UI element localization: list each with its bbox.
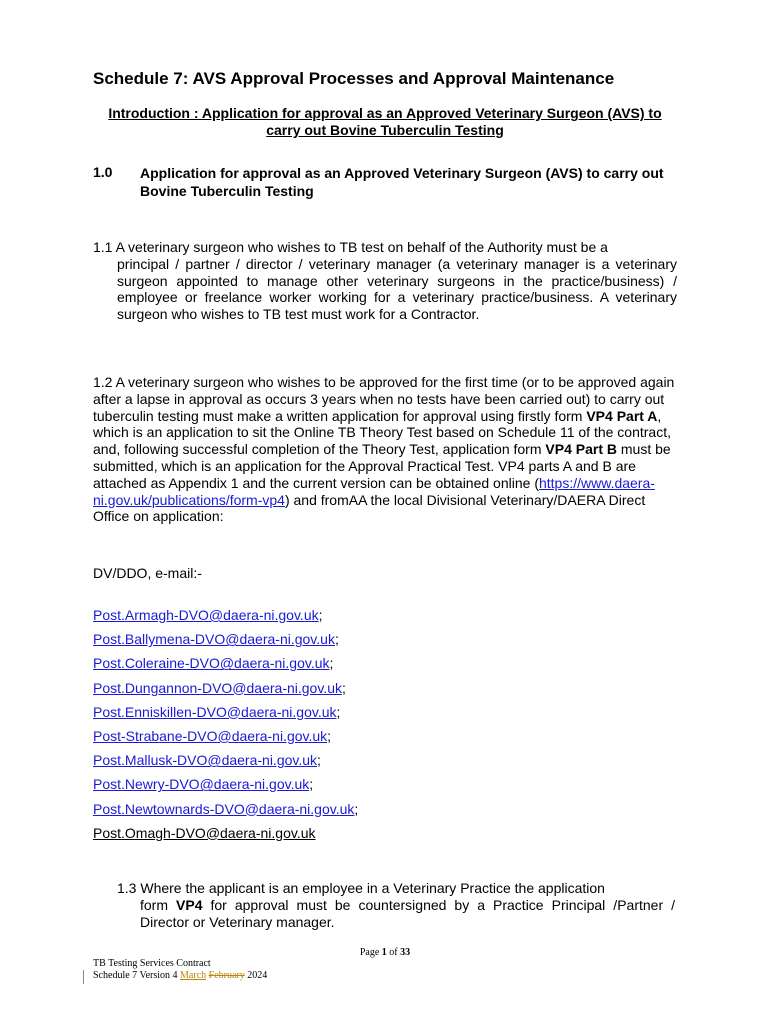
page-of: of bbox=[386, 947, 401, 958]
dvddo-email-label: DV/DDO, e-mail:- bbox=[93, 565, 202, 581]
email-separator: ; bbox=[334, 631, 339, 648]
paragraph-1-1-first-line: 1.1 A veterinary surgeon who wishes to TB test on behalf of the Authority must be a bbox=[93, 239, 608, 255]
page-current: 1 bbox=[381, 947, 387, 958]
email-link-ballymena[interactable]: Post.Ballymena-DVO@daera-ni.gov.uk bbox=[93, 631, 335, 648]
form-vp4-link[interactable]: https://www.daera-ni.gov.uk/publications/form-vp4 bbox=[93, 474, 655, 508]
tracked-deletion: February bbox=[208, 970, 245, 981]
document-title: Schedule 7: AVS Approval Processes and Approval Maintenance bbox=[93, 69, 615, 88]
paragraph-1-1-body: principal / partner / director / veterinary manager (a veterinary manager is a veterinary surgeon appointed to manage other veterinary surgeons in the practice/business) / employee or freelance worker working for a veterinary practice/business. A veterinary surgeon who wishes to TB test must work for a Contractor. bbox=[117, 255, 677, 323]
email-link-dungannon[interactable]: Post.Dungannon-DVO@daera-ni.gov.uk bbox=[93, 679, 342, 696]
list-item bbox=[93, 727, 358, 751]
paragraph-1-2 bbox=[93, 374, 683, 525]
list-item bbox=[93, 630, 358, 654]
page-number bbox=[0, 947, 770, 958]
list-item bbox=[93, 654, 358, 678]
email-link-newtownards[interactable]: Post.Newtownards-DVO@daera-ni.gov.uk bbox=[93, 800, 355, 817]
email-link-enniskillen[interactable]: Post.Enniskillen-DVO@daera-ni.gov.uk bbox=[93, 703, 337, 720]
paragraph-1-1 bbox=[93, 239, 677, 323]
list-item bbox=[93, 800, 358, 824]
list-item bbox=[93, 751, 358, 775]
tracked-insertion: March bbox=[180, 970, 207, 981]
footer-contract: TB Testing Services Contract bbox=[93, 958, 211, 969]
email-separator: ; bbox=[329, 655, 334, 672]
list-item bbox=[93, 775, 358, 799]
email-separator: ; bbox=[309, 776, 314, 793]
footer-version bbox=[93, 970, 267, 982]
paragraph-1-3-body bbox=[117, 897, 675, 931]
page-total: 33 bbox=[400, 947, 411, 958]
email-link-coleraine[interactable]: Post.Coleraine-DVO@daera-ni.gov.uk bbox=[93, 655, 330, 672]
footer-year: 2024 bbox=[244, 970, 268, 981]
email-separator: ; bbox=[336, 703, 341, 720]
paragraph-1-3 bbox=[117, 880, 675, 930]
paragraph-1-3-first-line: 1.3 Where the applicant is an employee in a Veterinary Practice the application bbox=[117, 880, 605, 896]
paragraph-1-3-text-c: for approval must be countersigned by a Practice Principal /Partner / Director or Veterinary manager. bbox=[140, 896, 675, 930]
section-number: 1.0 bbox=[93, 164, 113, 180]
paragraph-1-2-text-2: , which is an application to sit the Online TB Theory Test based on Schedule 11 of the contract, and, following successful completion of the Theory Test, application form bbox=[93, 407, 671, 458]
email-link-omagh[interactable]: Post.Omagh-DVO@daera-ni.gov.uk bbox=[93, 824, 316, 841]
form-vp4: VP4 bbox=[176, 896, 203, 913]
paragraph-1-2-text-1: 1.2 A veterinary surgeon who wishes to be approved for the first time (or to be approved again after a lapse in approval as occurs 3 years when no tests have been carried out) to carry out tuberculin testing must make a written application for approval using firstly form bbox=[93, 374, 675, 424]
list-item bbox=[93, 679, 358, 703]
footer-info bbox=[93, 958, 267, 982]
email-separator: ; bbox=[318, 607, 323, 623]
list-item bbox=[93, 606, 358, 630]
email-separator: ; bbox=[354, 800, 359, 817]
section-heading: Application for approval as an Approved Veterinary Surgeon (AVS) to carry out Bovine Tuberculin Testing bbox=[140, 165, 664, 199]
email-separator: ; bbox=[327, 727, 332, 744]
form-vp4-part-a: VP4 Part A bbox=[586, 407, 658, 424]
list-item bbox=[93, 703, 358, 727]
email-link-armagh[interactable]: Post.Armagh-DVO@daera-ni.gov.uk bbox=[93, 607, 319, 623]
intro-heading: Introduction : Application for approval as an Approved Veterinary Surgeon (AVS) to carry out Bovine Tuberculin Testing bbox=[108, 105, 662, 138]
email-link-strabane[interactable]: Post-Strabane-DVO@daera-ni.gov.uk bbox=[93, 727, 328, 744]
email-separator: ; bbox=[341, 679, 346, 696]
paragraph-1-2-text-3: must be submitted, which is an application for the Approval Practical Test. VP4 parts A and B are attached as Appendix 1 and the current version can be obtained online ( bbox=[93, 441, 671, 491]
email-link-newry[interactable]: Post.Newry-DVO@daera-ni.gov.uk bbox=[93, 776, 310, 793]
page-prefix: Page bbox=[359, 947, 382, 958]
list-item bbox=[93, 824, 358, 848]
email-separator: ; bbox=[317, 752, 321, 769]
email-link-mallusk[interactable]: Post.Mallusk-DVO@daera-ni.gov.uk bbox=[93, 752, 318, 769]
form-vp4-part-b: VP4 Part B bbox=[545, 441, 617, 458]
paragraph-1-3-text-a: form bbox=[140, 896, 177, 913]
paragraph-1-2-text-4: ) and fromAA the local Divisional Veterinary/DAERA Direct Office on application: bbox=[93, 491, 646, 525]
dvo-email-list bbox=[93, 606, 358, 848]
footer-version-text: Schedule 7 Version 4 bbox=[93, 970, 181, 981]
tracked-change-bar bbox=[83, 970, 84, 984]
